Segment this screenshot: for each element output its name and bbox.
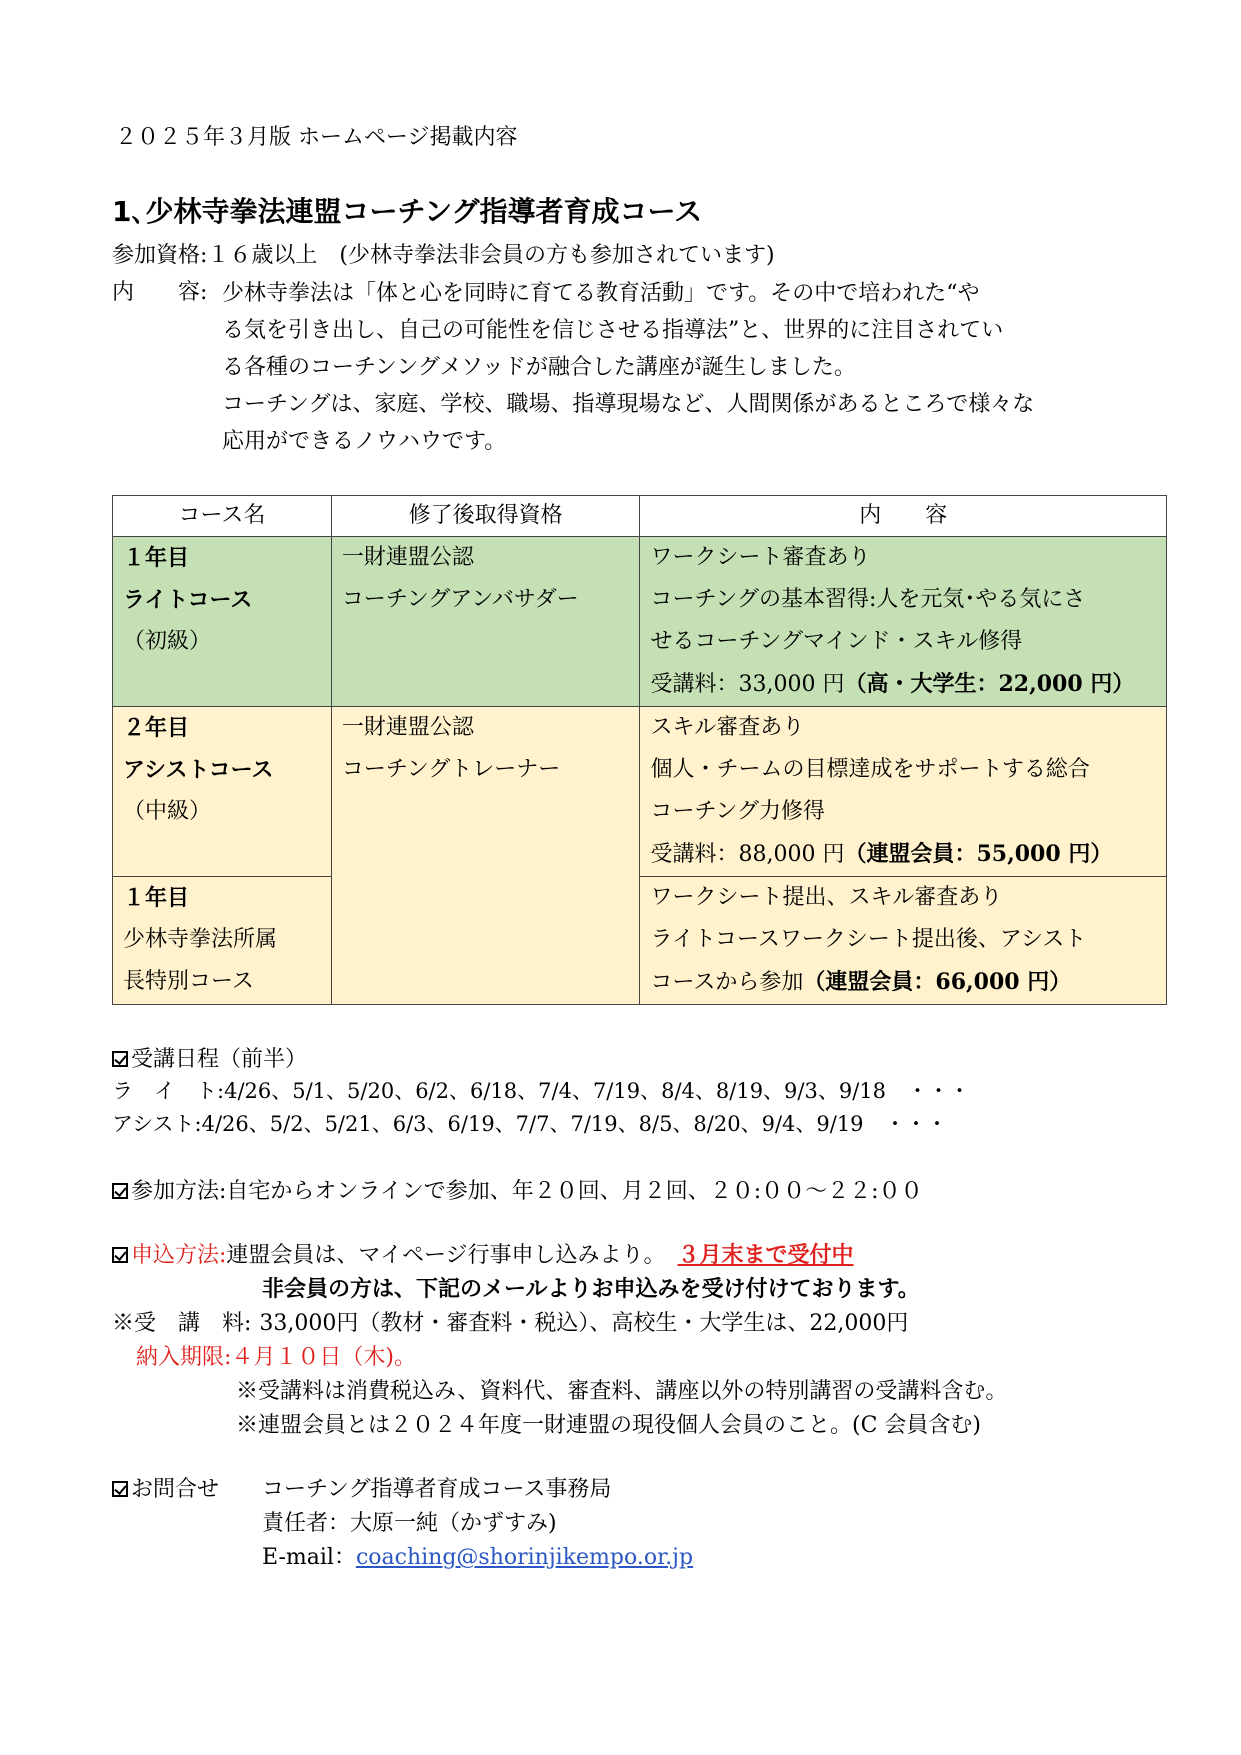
contact-person: 責任者：大原一純（かずすみ) xyxy=(262,1511,557,1536)
apply-row xyxy=(112,1238,854,1269)
schedule-assist-row xyxy=(112,1108,948,1138)
fee-row-text: 33,000円（教材・審査料・税込）、高校生・大学生は、22,000円 xyxy=(259,1311,909,1336)
edition-header: ２０２５年３月版 ホームページ掲載内容 xyxy=(115,125,518,150)
content-cell: スキル審査あり 個人・チームの目標達成をサポートする総合 コーチング力修得 受講料：88,000 円（連盟会員：55,000 円） xyxy=(640,707,1167,877)
content-label: 内 容: xyxy=(112,280,208,305)
content-line: る気を引き出し、自己の可能性を信じさせる指導法”と、世界的に注目されてい xyxy=(222,318,1004,343)
contact-label: お問合せ xyxy=(131,1477,220,1502)
fee-row xyxy=(112,1306,908,1337)
deadline-text: ４月１０日（木)。 xyxy=(231,1345,417,1370)
deadline-label: 納入期限: xyxy=(136,1345,232,1370)
content-cell: ワークシート提出、スキル審査あり ライトコースワークシート提出後、アシスト コースから参加（連盟会員：66,000 円） xyxy=(640,877,1167,1005)
method-label: 参加方法: xyxy=(131,1179,227,1204)
fee-label: 受講料：33,000 円 xyxy=(650,672,845,697)
course-cell: １年目 少林寺拳法所属 長特別コース xyxy=(113,877,332,1005)
content-line: 応用ができるノウハウです。 xyxy=(222,429,507,454)
header-course: コース名 xyxy=(113,496,332,537)
method-row xyxy=(112,1174,923,1205)
course-cell: ２年目 アシストコース （中級） xyxy=(113,707,332,877)
course-table xyxy=(112,495,1167,1005)
contact-email-row xyxy=(262,1540,693,1571)
table-row-assist xyxy=(113,707,1167,877)
content-line: る各種のコーチンングメソッドが融合した講座が誕生しました。 xyxy=(222,355,856,380)
eligibility-row xyxy=(112,238,775,269)
assist-dates: 4/26、5/2、5/21、6/3、6/19、7/7、7/19、8/5、8/20、9/4、9/19 ・・・ xyxy=(201,1112,948,1136)
checkbox-icon xyxy=(112,1481,128,1497)
table-header-row xyxy=(113,496,1167,537)
header-content: 内 容 xyxy=(640,496,1167,537)
fee-label: コースから参加 xyxy=(650,970,804,995)
fee-note: ※受講料は消費税込み、資料代、審査料、講座以外の特別講習の受講料含む。 xyxy=(236,1379,1008,1404)
schedule-title: 受講日程（前半） xyxy=(112,1042,307,1073)
table-row-special xyxy=(113,877,1167,1005)
eligibility-text: １６歳以上 (少林寺拳法非会員の方も参加されています) xyxy=(207,243,775,268)
course-cell: １年目 ライトコース （初級） xyxy=(113,537,332,707)
checkbox-icon xyxy=(112,1051,128,1067)
qualification-cell: 一財連盟公認 コーチングトレーナー xyxy=(331,707,640,1005)
lite-dates: 4/26、5/1、5/20、6/2、6/18、7/4、7/19、8/4、8/19、9/3、9/18 ・・・ xyxy=(224,1079,971,1103)
email-label: E-mail： xyxy=(262,1545,356,1570)
contact-office: コーチング指導者育成コース事務局 xyxy=(262,1477,612,1502)
payment-deadline xyxy=(136,1340,416,1371)
content-cell: ワークシート審査あり コーチングの基本習得:人を元気･やる気にさ せるコーチングマインド・スキル修得 受講料：33,000 円（高・大学生：22,000 円） xyxy=(640,537,1167,707)
checkbox-icon xyxy=(112,1247,128,1263)
fee-discount: （高・大学生：22,000 円） xyxy=(844,671,1135,697)
assist-label: アシスト: xyxy=(112,1112,202,1136)
method-text: 自宅からオンラインで参加、年２０回、月２回、２０:００～２２:００ xyxy=(226,1179,923,1204)
email-link[interactable]: coaching@shorinjikempo.or.jp xyxy=(355,1545,694,1570)
checkbox-icon xyxy=(112,1183,128,1199)
apply-deadline-highlight: ３月末まで受付中 xyxy=(677,1242,854,1268)
section-title: 1､少林寺拳法連盟コーチング指導者育成コース xyxy=(112,195,703,228)
lite-label: ラ イ ト: xyxy=(112,1079,225,1103)
eligibility-label: 参加資格: xyxy=(112,243,208,268)
apply-label: 申込方法: xyxy=(131,1243,227,1268)
fee-discount: （連盟会員：66,000 円） xyxy=(803,969,1072,995)
contact-label-row xyxy=(112,1472,219,1503)
fee-discount: （連盟会員：55,000 円） xyxy=(844,841,1113,867)
qualification-cell: 一財連盟公認 コーチングアンバサダー xyxy=(331,537,640,707)
header-qualification: 修了後取得資格 xyxy=(331,496,640,537)
table-row-lite xyxy=(113,537,1167,707)
fee-row-label: ※受 講 料: xyxy=(112,1311,252,1336)
apply-text: 連盟会員は、マイページ行事申し込みより。 xyxy=(226,1243,666,1268)
schedule-lite-row xyxy=(112,1075,970,1105)
content-line: 少林寺拳法は「体と心を同時に育てる教育活動」です。その中で培われた“や xyxy=(222,281,980,306)
fee-label: 受講料：88,000 円 xyxy=(650,842,845,867)
content-line: コーチングは、家庭、学校、職場、指導現場など、人間関係があるところで様々な xyxy=(222,392,1035,417)
apply-nonmember: 非会員の方は、下記のメールよりお申込みを受け付けております。 xyxy=(262,1276,920,1302)
content-description xyxy=(222,275,1034,460)
member-note: ※連盟会員とは２０２４年度一財連盟の現役個人会員のこと。(C 会員含む) xyxy=(236,1413,981,1438)
